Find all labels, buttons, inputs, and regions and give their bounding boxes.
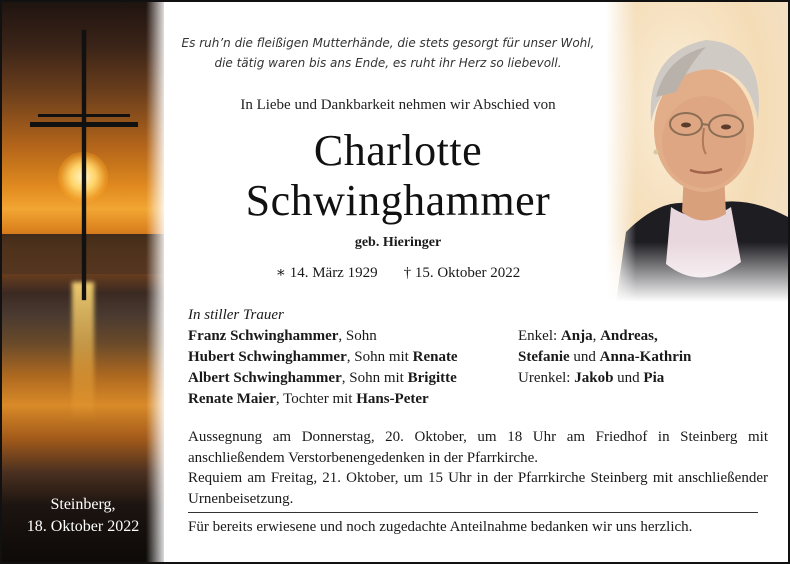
death-date: † 15. Oktober 2022 [403, 265, 521, 281]
mourner-relation: , Tochter mit [275, 391, 357, 407]
great-grandchildren-label: Urenkel: [518, 370, 575, 386]
thanks-text: Für bereits erwiesene und noch zugedachte Anteilnahme bedanken wir uns herzlich. [188, 519, 693, 535]
great-grandchild-name: Jakob [574, 370, 614, 386]
grandchildren-row-1 [518, 326, 778, 347]
poem-line-1: Es ruh’n die fleißigen Mutterhände, die stets gesorgt für unser Wohl, [181, 36, 595, 50]
mourner-partner: Hans-Peter [356, 391, 429, 407]
divider [188, 512, 758, 513]
mourner-partner: Brigitte [407, 370, 457, 386]
mourner-row [188, 368, 518, 389]
place: Steinberg, [50, 496, 116, 513]
mourner-name: Franz Schwinghammer [188, 328, 339, 344]
last-name: Schwinghammer [245, 176, 551, 225]
separator: und [613, 370, 644, 386]
mourner-row [188, 326, 518, 347]
portrait-photo [606, 2, 788, 302]
mourner-name: Renate Maier [188, 391, 276, 407]
separator: und [569, 349, 600, 365]
grandchild-name: Andreas, [600, 328, 658, 344]
cross-beam [30, 122, 138, 127]
birth-date: ∗ 14. März 1929 [275, 265, 378, 281]
sun-reflection [72, 282, 94, 422]
place-date [2, 494, 164, 538]
grandchild-name: Anna-Kathrin [599, 349, 692, 365]
great-grandchild-name: Pia [643, 370, 665, 386]
sunset-cross-image [2, 2, 164, 562]
mourner-name: Hubert Schwinghammer [188, 349, 347, 365]
first-name: Charlotte [313, 126, 483, 175]
mourner-relation: , Sohn [338, 328, 377, 344]
photo-fade-bottom [606, 242, 788, 302]
deceased-name [178, 126, 618, 226]
service-details [188, 427, 768, 509]
mourner-partner: Renate [412, 349, 458, 365]
grandchild-name: Stefanie [518, 349, 570, 365]
mourner-row [188, 347, 518, 368]
grandchildren-list [518, 326, 778, 389]
requiem-text: Requiem am Freitag, 21. Oktober, um 15 Uhr in der Pfarrkirche Steinberg mit anschließender Urnenbeisetzung. [188, 470, 768, 507]
mourners-heading: In stiller Trauer [188, 307, 284, 323]
separator: , [592, 328, 601, 344]
mourner-relation: , Sohn mit [341, 370, 408, 386]
memorial-poem [178, 33, 598, 73]
great-grandchildren-row [518, 368, 778, 389]
poem-line-2: die tätig waren bis ans Ende, es ruht ihr Herz so liebevoll. [214, 56, 562, 70]
mourner-row [188, 389, 518, 410]
funeral-blessing-text: Aussegnung am Donnerstag, 20. Oktober, um 18 Uhr am Friedhof in Steinberg mit anschließendem Verstorbenengedenken in der Pfarrkirche. [188, 429, 768, 466]
intro-text: In Liebe und Dankbarkeit nehmen wir Abschied von [240, 97, 556, 113]
grandchild-name: Anja [560, 328, 593, 344]
grandchildren-label: Enkel: [518, 328, 561, 344]
birth-name: geb. Hieringer [354, 235, 442, 250]
mourners-list [188, 305, 518, 410]
mourner-relation: , Sohn mit [346, 349, 413, 365]
cross-beam-top [38, 114, 130, 117]
notice-date: 18. Oktober 2022 [26, 518, 140, 535]
mourner-name: Albert Schwinghammer [188, 370, 342, 386]
cross-icon [82, 30, 86, 300]
image-fade [146, 2, 164, 562]
life-dates [178, 263, 618, 282]
grandchildren-row-2 [518, 347, 778, 368]
